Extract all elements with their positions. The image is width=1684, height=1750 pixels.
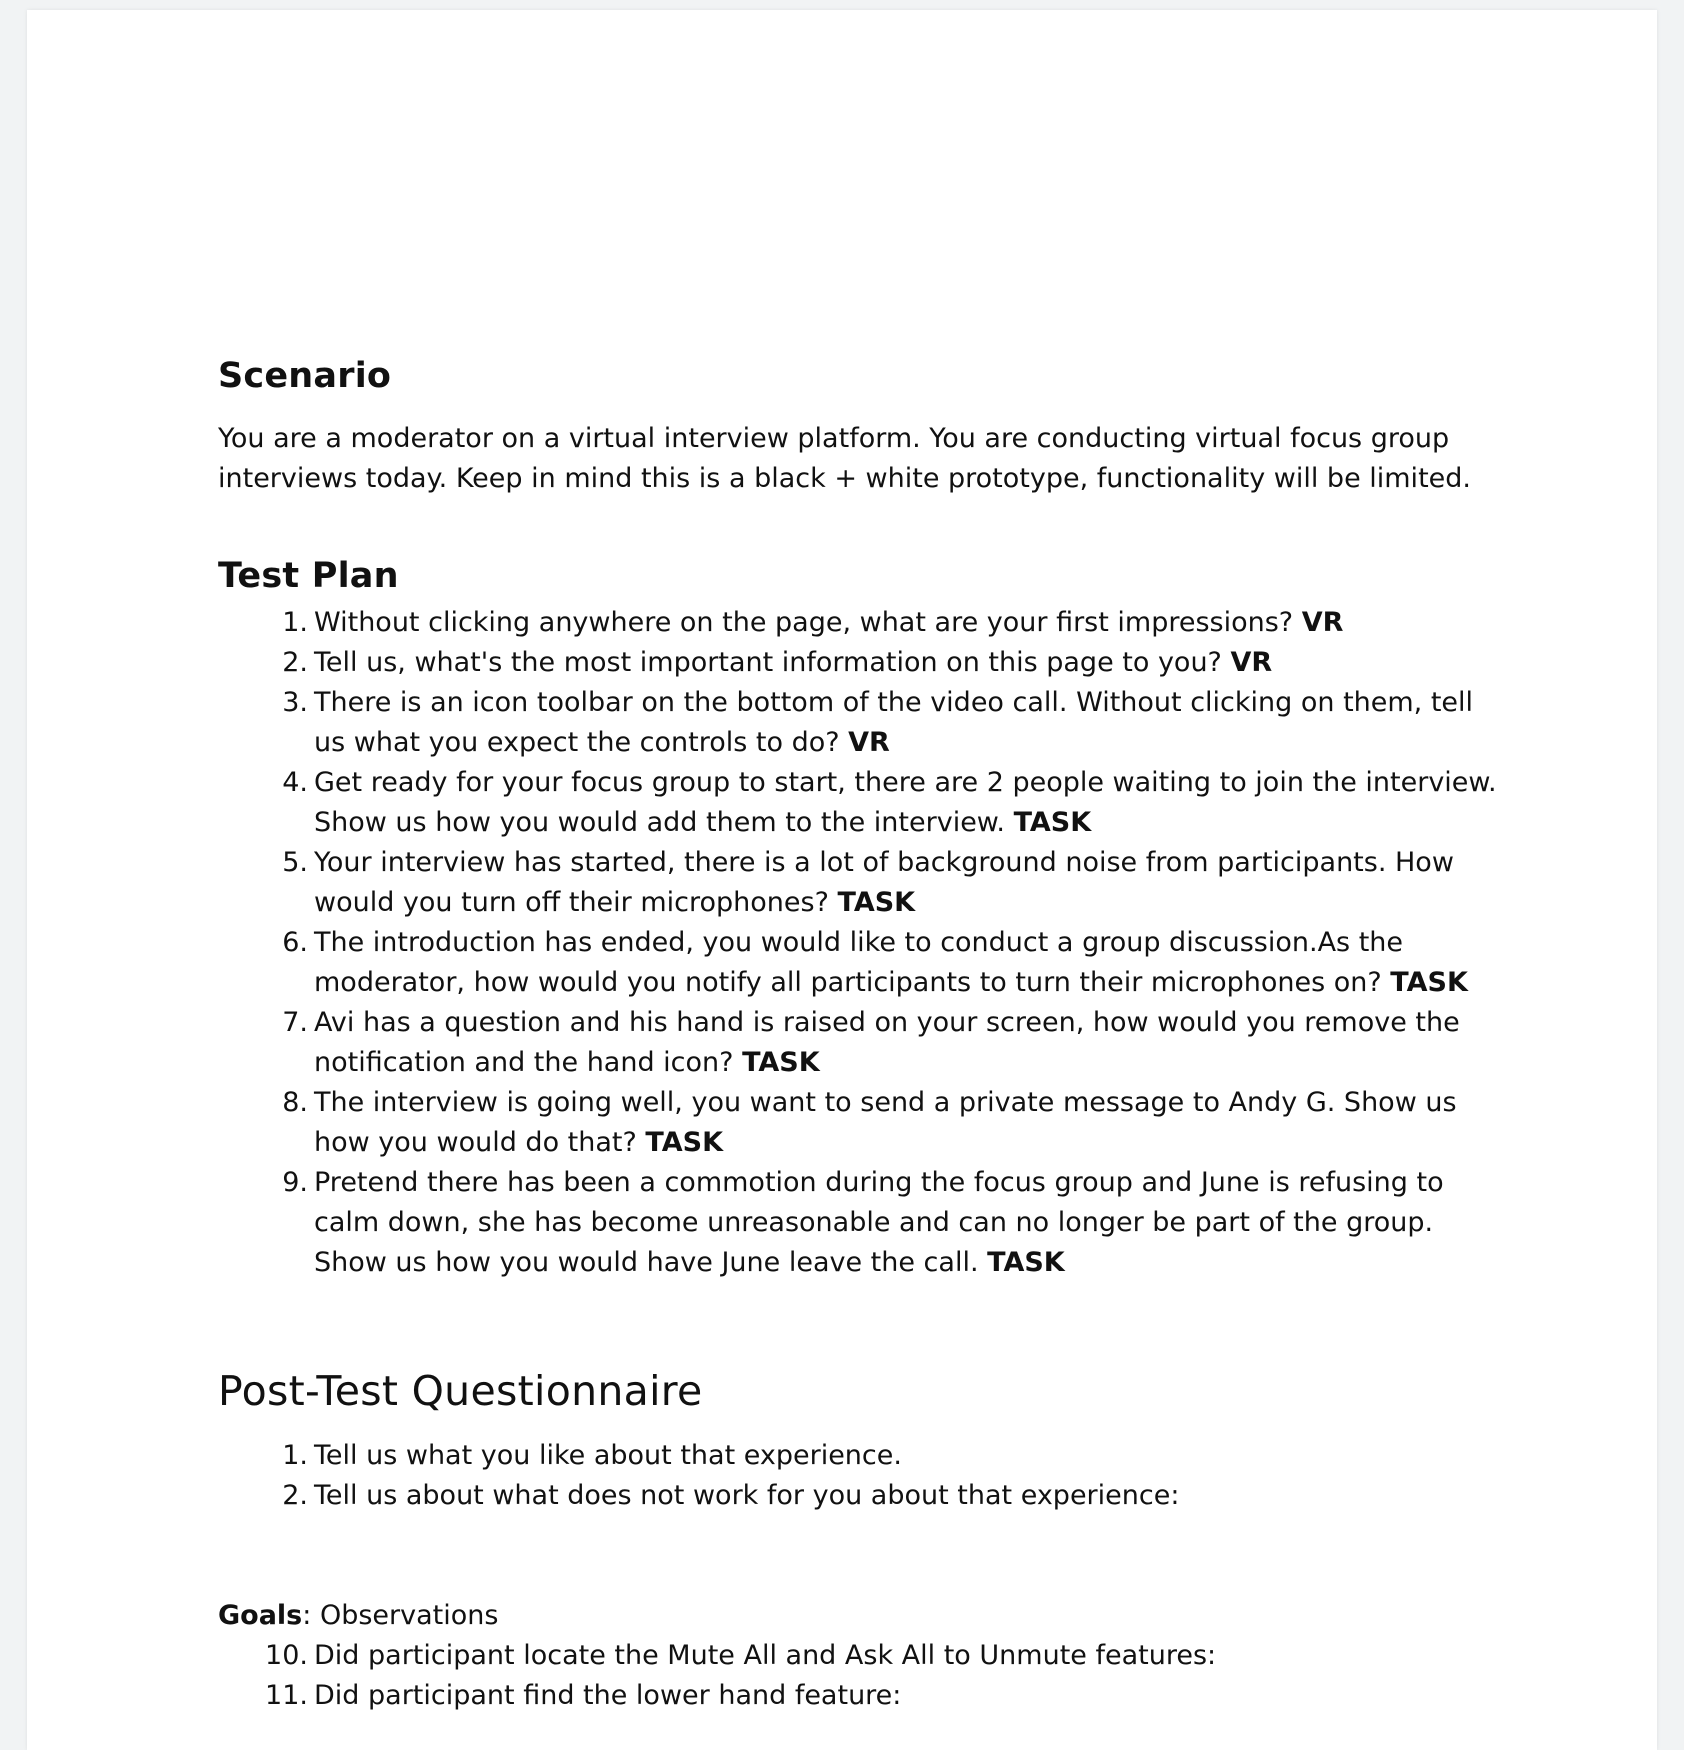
list-item-text: Did participant find the lower hand feature: bbox=[314, 1680, 902, 1712]
list-item-tag: VR bbox=[848, 727, 890, 758]
list-item-text: Tell us, what's the most important information on this page to you? bbox=[314, 647, 1231, 678]
list-item-text: Pretend there has been a commotion during the focus group and June is refusing to calm down, she has become unreasonable and can no longer be part of the group. Show us how you would have June leave the call. bbox=[314, 1167, 1444, 1278]
list-item-tag: TASK bbox=[645, 1127, 724, 1158]
list-item bbox=[218, 643, 1498, 683]
list-item-number: 3. bbox=[282, 687, 308, 718]
goals-label: Goals bbox=[218, 1600, 303, 1632]
list-item-text: Tell us what you like about that experience. bbox=[314, 1440, 902, 1472]
list-item-tag: TASK bbox=[987, 1247, 1065, 1278]
list-item-tag: TASK bbox=[742, 1047, 820, 1078]
list-item-text: Did participant locate the Mute All and Ask All to Unmute features: bbox=[314, 1640, 1217, 1672]
list-item-number: 1. bbox=[282, 1440, 308, 1472]
list-item-number: 7. bbox=[282, 1007, 308, 1038]
document-page bbox=[27, 10, 1657, 1750]
list-item-text: Tell us about what does not work for you about that experience: bbox=[314, 1480, 1180, 1512]
list-item bbox=[218, 763, 1498, 843]
list-item bbox=[218, 843, 1498, 923]
scenario-heading: Scenario bbox=[218, 356, 392, 396]
list-item-number: 1. bbox=[282, 607, 308, 638]
goals-suffix: : Observations bbox=[302, 1600, 499, 1632]
list-item bbox=[218, 1003, 1498, 1083]
goals-list bbox=[218, 1636, 1498, 1716]
list-item bbox=[218, 1083, 1498, 1163]
document-content bbox=[218, 355, 1498, 1716]
list-item-text: Avi has a question and his hand is raised on your screen, how would you remove the notification and the hand icon? bbox=[314, 1007, 1460, 1078]
post-test-heading: Post-Test Questionnaire bbox=[218, 1367, 703, 1415]
list-item-text: Get ready for your focus group to start, there are 2 people waiting to join the interview. Show us how you would add them to the interview. bbox=[314, 767, 1497, 838]
list-item-number: 2. bbox=[282, 647, 308, 678]
list-item-text: Your interview has started, there is a lot of background noise from participants. How would you turn off their microphones? bbox=[314, 847, 1454, 918]
list-item bbox=[218, 683, 1498, 763]
list-item-number: 9. bbox=[282, 1167, 308, 1198]
list-item-number: 8. bbox=[282, 1087, 308, 1118]
list-item-number: 5. bbox=[282, 847, 308, 878]
list-item bbox=[218, 1676, 1498, 1716]
list-item-text: The interview is going well, you want to send a private message to Andy G. Show us how you would do that? bbox=[314, 1087, 1457, 1158]
list-item-tag: VR bbox=[1301, 607, 1344, 638]
test-plan-list bbox=[218, 603, 1498, 1283]
list-item bbox=[218, 1476, 1498, 1516]
list-item-tag: VR bbox=[1230, 647, 1273, 678]
list-item-number: 10. bbox=[265, 1640, 308, 1672]
list-item bbox=[218, 923, 1498, 1003]
list-item-number: 11. bbox=[265, 1680, 308, 1712]
list-item-number: 2. bbox=[282, 1480, 308, 1512]
test-plan-heading: Test Plan bbox=[218, 556, 399, 596]
list-item-tag: TASK bbox=[1013, 807, 1092, 838]
list-item-text: The introduction has ended, you would like to conduct a group discussion.As the moderator, how would you notify all participants to turn their microphones on? bbox=[314, 927, 1404, 998]
list-item bbox=[218, 1163, 1498, 1283]
list-item-number: 6. bbox=[282, 927, 308, 958]
list-item-tag: TASK bbox=[1390, 967, 1468, 998]
list-item-number: 4. bbox=[282, 767, 308, 798]
list-item-text: There is an icon toolbar on the bottom of the video call. Without clicking on them, tell us what you expect the controls to do? bbox=[314, 687, 1474, 758]
post-test-list bbox=[218, 1436, 1498, 1516]
scenario-body: You are a moderator on a virtual interview platform. You are conducting virtual focus group interviews today. Keep in mind this is a black + white prototype, functionality will be limited. bbox=[218, 423, 1471, 494]
list-item bbox=[218, 603, 1498, 643]
list-item-tag: TASK bbox=[837, 887, 916, 918]
goals-line bbox=[218, 1596, 1498, 1636]
list-item bbox=[218, 1636, 1498, 1676]
list-item-text: Without clicking anywhere on the page, what are your first impressions? bbox=[314, 607, 1302, 638]
list-item bbox=[218, 1436, 1498, 1476]
